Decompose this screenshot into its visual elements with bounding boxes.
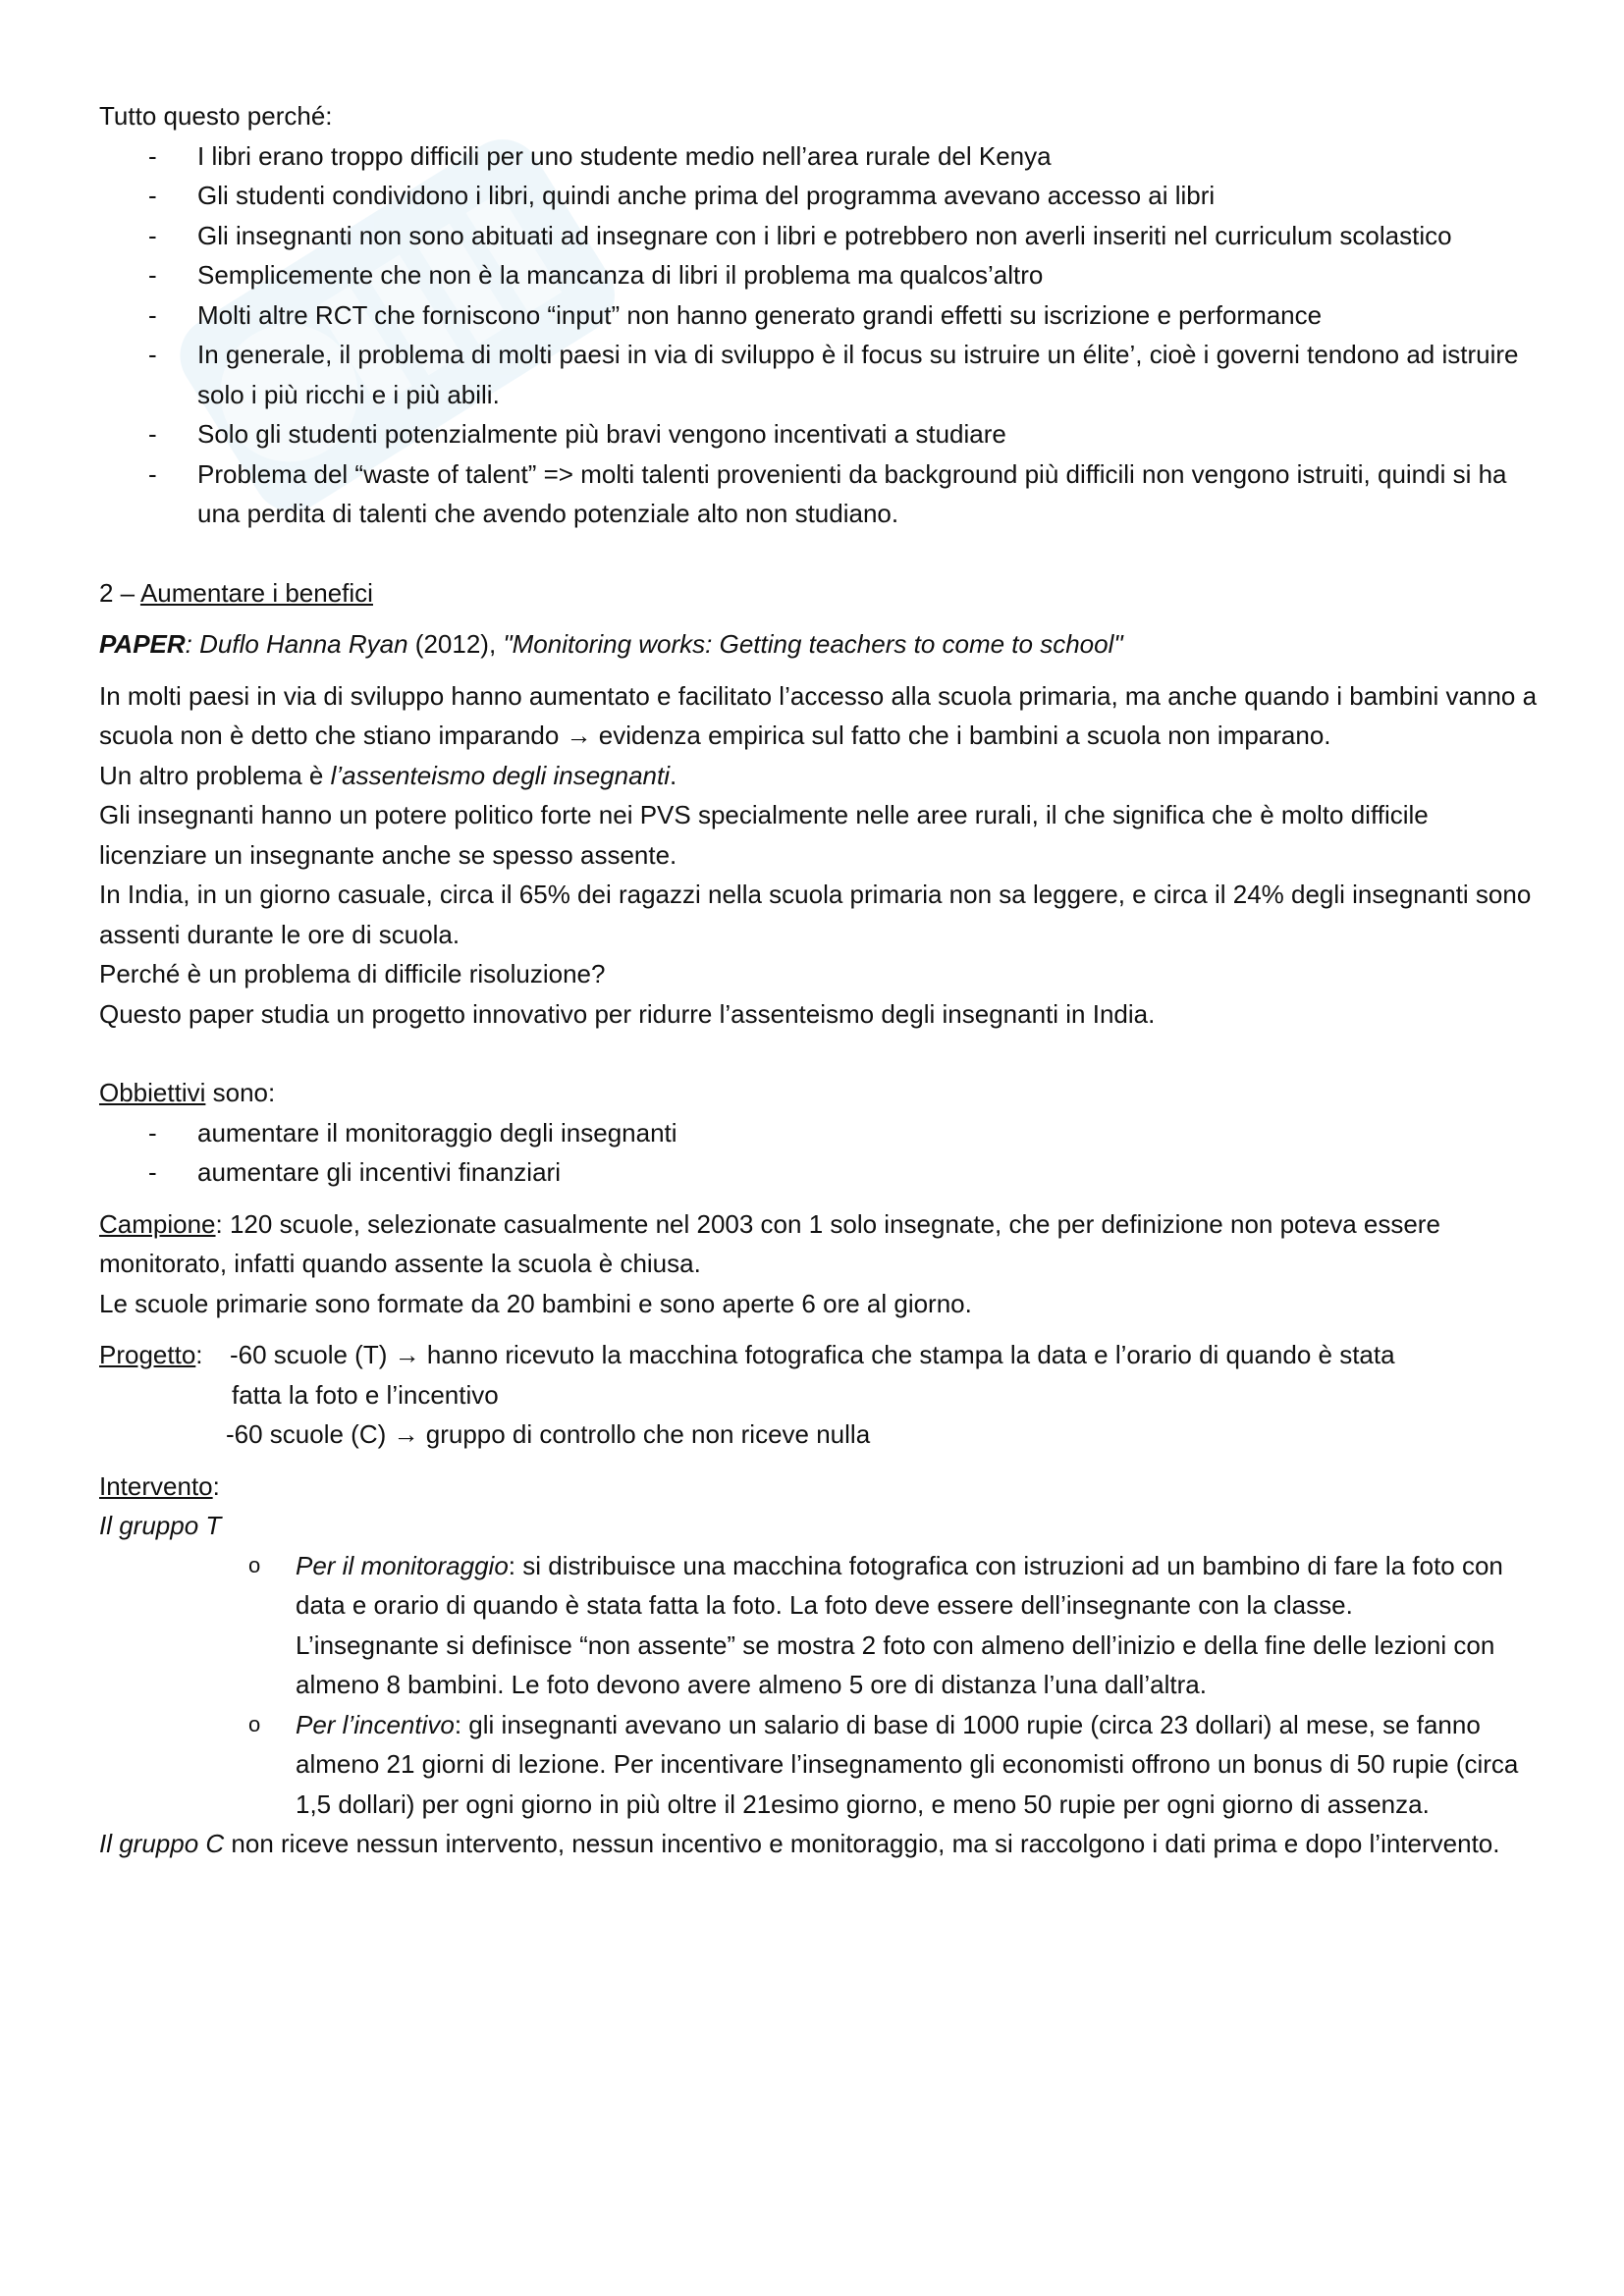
document-body	[99, 96, 1543, 1864]
paper-year: (2012),	[407, 629, 504, 659]
intro-line: Tutto questo perché:	[99, 101, 333, 131]
list-item: - aumentare gli incentivi finanziari	[99, 1152, 1543, 1193]
objectives-list	[99, 1113, 1543, 1193]
body-paragraph: Perché è un problema di difficile risoluzione?	[99, 959, 606, 988]
arrow-icon: →	[559, 721, 599, 750]
body-paragraph: Gli insegnanti hanno un potere politico forte nei PVS specialmente nelle aree rurali, il che significa che è molto difficile licenziare un insegnante anche se spesso assente.	[99, 800, 1429, 870]
project-treatment-cont: fatta la foto e l’incentivo	[232, 1379, 499, 1410]
list-item: - Molti altre RCT che forniscono “input” non hanno generato grandi effetti su iscrizione e performance	[99, 295, 1543, 336]
project-control: -60 scuole (C) → gruppo di controllo che non riceve nulla	[226, 1419, 871, 1449]
body-paragraph: In India, in un giorno casuale, circa il 65% dei ragazzi nella scuola primaria non sa leggere, e circa il 24% degli insegnanti sono assenti durante le ore di scuola.	[99, 880, 1532, 949]
paper-citation: PAPER: Duflo Hanna Ryan (2012), "Monitoring works: Getting teachers to come to school"	[99, 629, 1123, 659]
list-item: - Gli insegnanti non sono abituati ad insegnare con i libri e potrebbero non averli inseriti nel curriculum scolastico	[99, 216, 1543, 256]
arrow-icon: →	[393, 1419, 419, 1449]
body-paragraph: Questo paper studia un progetto innovativo per ridurre l’assenteismo degli insegnanti in India.	[99, 998, 1156, 1029]
list-item: o Per il monitoraggio: si distribuisce una macchina fotografica con istruzioni ad un bambino di fare la foto con data e orario di quando è stata fatta la foto. La foto deve essere dell’insegnante con la classe. L’insegnante si definisce “non assente” se mostra 2 foto con almeno dell’inizio e della fine delle lezioni con almeno 8 bambini. Le foto devono avere almeno 5 ore di distanza l’una dall’altra.	[99, 1546, 1543, 1705]
section-title: Aumentare i benefici	[139, 577, 373, 608]
paper-label: PAPER	[99, 629, 186, 659]
project-label: Progetto	[99, 1340, 196, 1369]
section-heading	[99, 573, 1543, 614]
list-item: o Per l’incentivo: gli insegnanti avevano un salario di base di 1000 rupie (circa 23 dollari) al mese, se fanno almeno 21 giorni di lezione. Per incentivare l’insegnamento gli economisti offrono un bonus di 50 rupie (circa 1,5 dollari) per ogni giorno in più oltre il 21esimo giorno, e meno 50 rupie per ogni giorno di assenza.	[99, 1705, 1543, 1825]
project-block: Progetto: -60 scuole (T) → hanno ricevuto la macchina fotografica che stampa la data e l’orario di quando è stata fatta la foto e l’incentivo -60 scuole (C) → gruppo di controllo che non riceve nulla	[99, 1335, 1543, 1455]
body-paragraph: In molti paesi in via di sviluppo hanno aumentato e facilitato l’accesso alla scuola primaria, ma anche quando i bambini vanno a scuola non è detto che stiano imparando → evidenza empirica sul fatto che i bambini a scuola non imparano.	[99, 680, 1538, 750]
intervention-list	[99, 1546, 1543, 1825]
group-t-label: Il gruppo T	[99, 1511, 222, 1540]
arrow-icon: →	[394, 1340, 420, 1369]
intervention-heading: Intervento:	[99, 1470, 220, 1501]
reasons-list	[99, 136, 1543, 534]
project-treatment: -60 scuole (T) → hanno ricevuto la macchina fotografica che stampa la data e l’orario di quando è stata	[230, 1340, 1395, 1369]
sample-paragraph: Campione: 120 scuole, selezionate casualmente nel 2003 con 1 solo insegnate, che per definizione non poteva essere monitorato, infatti quando assente la scuola è chiusa.	[99, 1208, 1440, 1278]
list-item: - In generale, il problema di molti paesi in via di sviluppo è il focus su istruire un élite’, cioè i governi tendono ad istruire solo i più ricchi e i più abili.	[99, 335, 1543, 414]
section-number: 2 –	[99, 577, 140, 608]
objectives-heading: Obbiettivi sono:	[99, 1078, 276, 1107]
group-c-paragraph: Il gruppo C non riceve nessun intervento, nessun incentivo e monitoraggio, ma si raccolgono i dati prima e dopo l’intervento.	[99, 1829, 1500, 1858]
list-item: - Gli studenti condividono i libri, quindi anche prima del programma avevano accesso ai libri	[99, 176, 1543, 216]
list-item: - I libri erano troppo difficili per uno studente medio nell’area rurale del Kenya	[99, 136, 1543, 177]
list-item: - Semplicemente che non è la mancanza di libri il problema ma qualcos’altro	[99, 255, 1543, 295]
list-item: - aumentare il monitoraggio degli insegnanti	[99, 1113, 1543, 1153]
list-item: - Solo gli studenti potenzialmente più bravi vengono incentivati a studiare	[99, 414, 1543, 454]
sample-paragraph-2: Le scuole primarie sono formate da 20 bambini e sono aperte 6 ore al giorno.	[99, 1288, 972, 1318]
paper-title: "Monitoring works: Getting teachers to come to school"	[503, 629, 1123, 659]
paper-authors: Duflo Hanna Ryan	[199, 629, 408, 659]
list-item: - Problema del “waste of talent” => molti talenti provenienti da background più difficili non vengono istruiti, quindi si ha una perdita di talenti che avendo potenziale alto non studiano.	[99, 454, 1543, 534]
body-paragraph: Un altro problema è l’assenteismo degli insegnanti.	[99, 760, 677, 790]
